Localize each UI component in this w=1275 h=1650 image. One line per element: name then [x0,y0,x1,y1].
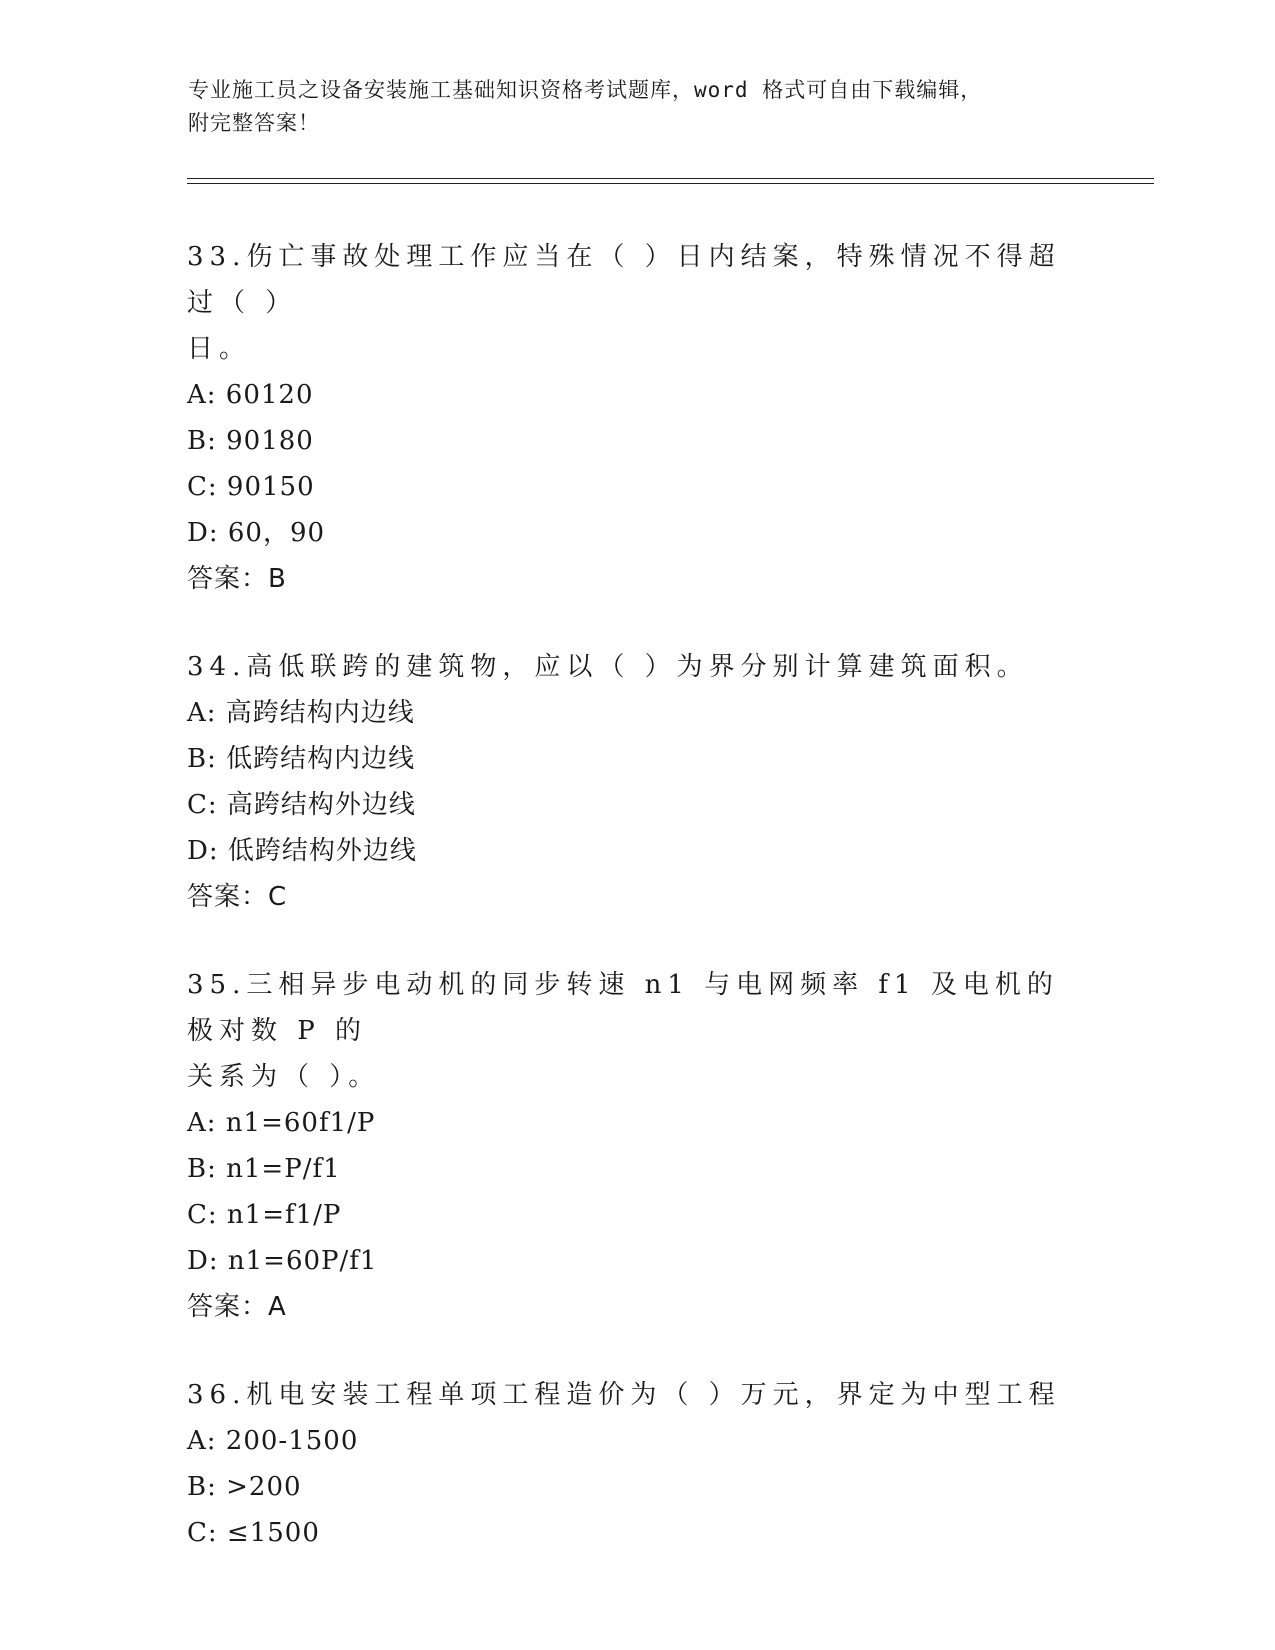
document-header [188,74,1088,140]
option-b: B: 低跨结构内边线 [187,744,416,774]
option-a: A: n1=60f1/P [187,1108,376,1138]
question-35 [187,962,1087,1330]
option-b: B: >200 [187,1472,302,1502]
question-stem-line: 关系为（ ）。 [187,1062,381,1092]
option-d: D: 低跨结构外边线 [187,836,417,866]
header-line-2: 附完整答案！ [188,111,320,135]
question-stem-line: 34.高低联跨的建筑物，应以（ ）为界分别计算建筑面积。 [187,652,1029,682]
question-list [187,234,1087,1598]
question-stem-line: 33.伤亡事故处理工作应当在（ ）日内结案，特殊情况不得超过（ ） [187,242,1061,318]
answer-line: 答案：C [187,882,288,912]
option-d: D: 60，90 [187,518,326,548]
option-b: B: n1=P/f1 [187,1154,341,1184]
option-c: C: 90150 [187,472,315,502]
answer-line: 答案：A [187,1292,287,1322]
header-line-1: 专业施工员之设备安装施工基础知识资格考试题库，word 格式可自由下载编辑， [188,78,983,102]
option-a: A: 60120 [187,380,314,410]
header-divider-bottom [187,183,1154,184]
question-stem-line: 日。 [187,334,252,364]
question-stem-line: 35.三相异步电动机的同步转速 n1 与电网频率 f1 及电机的极对数 P 的 [187,970,1059,1046]
question-34 [187,644,1087,920]
option-c: C: 高跨结构外边线 [187,790,416,820]
option-d: D: n1=60P/f1 [187,1246,378,1276]
header-divider-top [187,178,1154,179]
option-b: B: 90180 [187,426,314,456]
option-a: A: 200-1500 [187,1426,359,1456]
option-c: C: n1=f1/P [187,1200,342,1230]
question-33 [187,234,1087,602]
question-36 [187,1372,1087,1556]
question-stem-line: 36.机电安装工程单项工程造价为（ ）万元，界定为中型工程 [187,1380,1061,1410]
option-c: C: ≤1500 [187,1518,320,1548]
option-a: A: 高跨结构内边线 [187,698,415,728]
answer-line: 答案：B [187,564,287,594]
